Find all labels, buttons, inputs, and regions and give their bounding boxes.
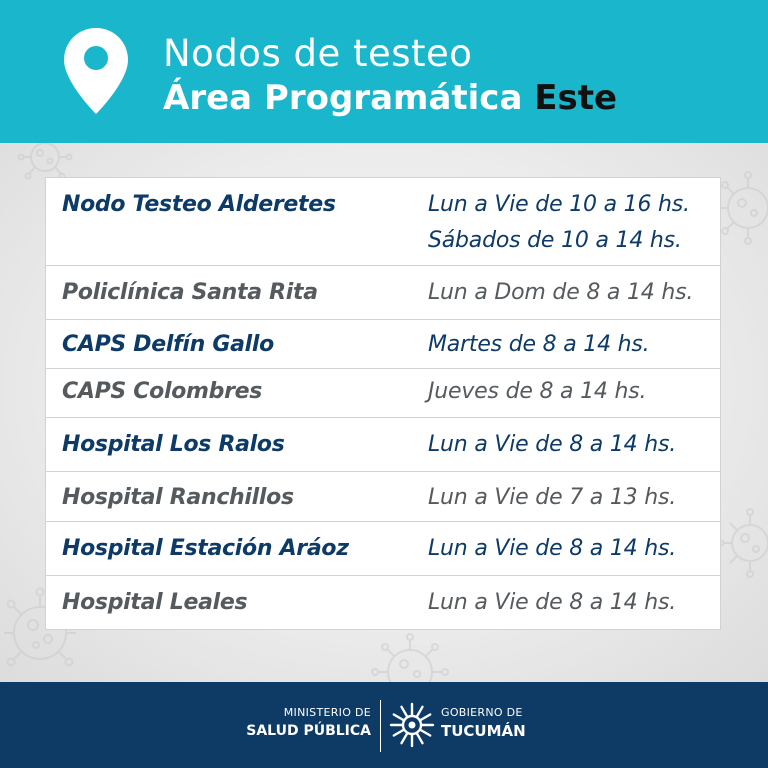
page-title: Nodos de testeo — [163, 32, 473, 75]
ministry-line1: MINISTERIO DE — [283, 706, 371, 719]
hours-line: Jueves de 8 a 14 hs. — [428, 379, 647, 404]
table-row — [46, 418, 720, 472]
node-name: Hospital Ranchillos — [62, 485, 294, 510]
virus-decoration-icon — [718, 503, 768, 583]
hours-line: Lun a Vie de 8 a 14 hs. — [428, 590, 677, 615]
location-pin-icon — [62, 26, 130, 116]
node-hours — [428, 427, 676, 463]
node-name: Hospital Leales — [62, 590, 248, 615]
table-row — [46, 472, 720, 522]
government-line1: GOBIERNO DE — [441, 706, 523, 719]
node-name: Nodo Testeo Alderetes — [62, 192, 336, 217]
subtitle-main: Área Programática — [163, 78, 523, 118]
node-name: CAPS Colombres — [62, 379, 263, 404]
table-row — [46, 369, 720, 418]
hours-line: Lun a Vie de 7 a 13 hs. — [428, 485, 677, 510]
hours-line: Lun a Dom de 8 a 14 hs. — [428, 280, 694, 305]
header-banner — [0, 0, 768, 143]
sun-seal-icon — [389, 702, 435, 748]
node-hours — [428, 585, 676, 621]
table-row — [46, 320, 720, 369]
hours-line: Sábados de 10 a 14 hs. — [428, 228, 682, 253]
node-hours — [428, 374, 646, 410]
node-name: CAPS Delfín Gallo — [62, 332, 274, 357]
hours-line: Lun a Vie de 8 a 14 hs. — [428, 536, 677, 561]
table-row — [46, 266, 720, 320]
hours-line: Lun a Vie de 10 a 16 hs. — [428, 192, 690, 217]
node-name: Hospital Los Ralos — [62, 432, 285, 457]
logo-divider — [380, 700, 381, 752]
table-row — [46, 522, 720, 576]
virus-decoration-icon — [360, 628, 460, 682]
hours-line: Lun a Vie de 8 a 14 hs. — [428, 432, 677, 457]
ministry-logo-text — [0, 704, 371, 741]
node-name: Hospital Estación Aráoz — [62, 536, 349, 561]
node-hours — [428, 480, 676, 516]
node-hours — [428, 187, 690, 259]
page-subtitle — [163, 78, 617, 118]
node-name: Policlínica Santa Rita — [62, 280, 318, 305]
footer-bar — [0, 682, 768, 768]
government-logo-text — [441, 704, 526, 741]
hours-line: Martes de 8 a 14 hs. — [428, 332, 650, 357]
testing-nodes-table — [45, 177, 721, 630]
table-row — [46, 576, 720, 629]
node-hours — [428, 531, 676, 567]
subtitle-accent: Este — [534, 78, 618, 118]
table-row — [46, 178, 720, 266]
node-hours — [428, 275, 693, 311]
node-hours — [428, 327, 649, 363]
ministry-line2: SALUD PÚBLICA — [246, 723, 371, 739]
government-line2: TUCUMÁN — [441, 722, 526, 740]
